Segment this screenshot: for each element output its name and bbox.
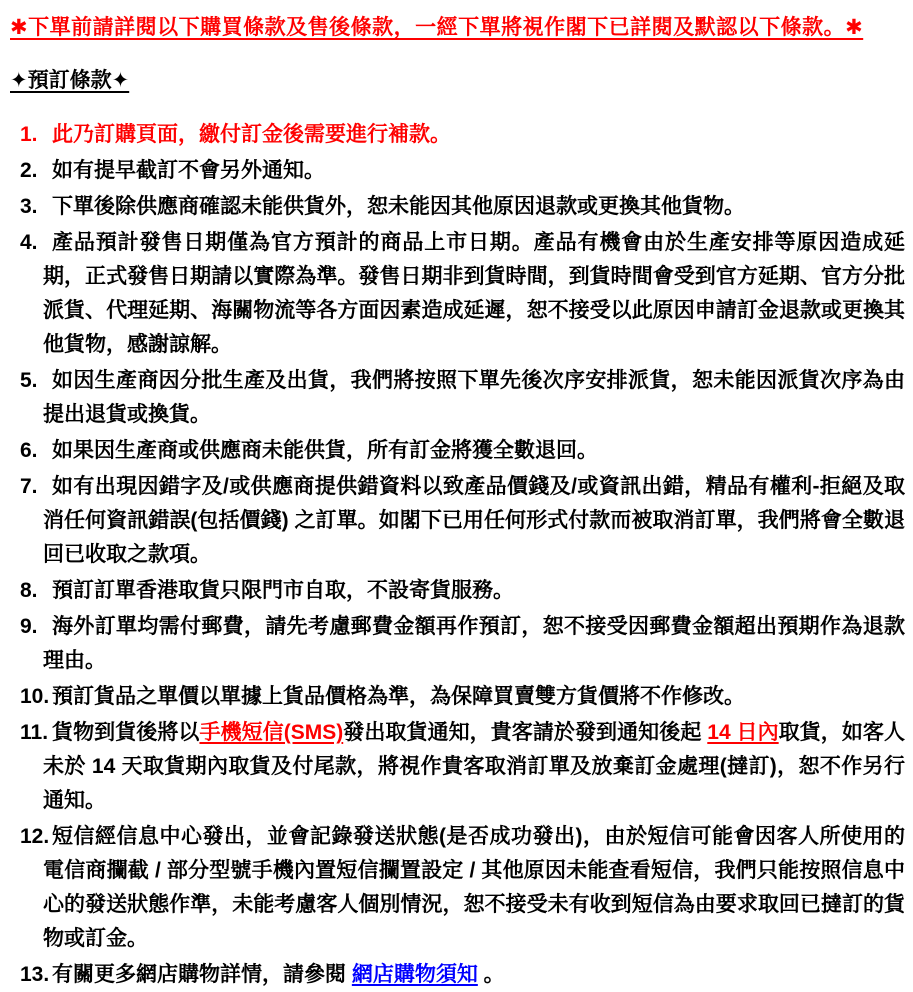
term-number: 8. <box>20 579 38 602</box>
term-text: 預訂貨品之單價以單據上貨品價格為準，為保障買賣雙方貨價將不作修改。 <box>52 685 745 708</box>
term-text-segment: 發出取貨通知，貴客請於發到通知後起 <box>343 721 708 744</box>
term-item-1 <box>10 118 905 152</box>
term-number: 10. <box>20 685 50 708</box>
preorder-terms-heading-row <box>10 68 905 118</box>
term-text-segment: 有關更多網店購物詳情，請參閱 <box>52 963 352 986</box>
term-item-7 <box>10 470 905 572</box>
term-number: 4. <box>20 231 38 254</box>
term-text: 產品預計發售日期僅為官方預計的商品上市日期。產品有機會由於生產安排等原因造成延期，正式發售日期請以實際為準。發售日期非到貨時間，到貨時間會受到官方延期、官方分批派貨、代理延期、海關物流等各方面因素造成延遲，恕不接受以此原因申請訂金退款或更換其他貨物，感謝諒解。 <box>43 231 905 356</box>
term-item-5 <box>10 364 905 432</box>
term-text-segment: 貨物到貨後將以 <box>52 721 200 744</box>
term-text: 短信經信息中心發出，並會記錄發送狀態(是否成功發出)，由於短信可能會因客人所使用的電信商攔截 / 部分型號手機內置短信攔置設定 / 其他原因未能查看短信，我們只能按照信息中心的發送狀態作準，未能考慮客人個別情況，恕不接受未有收到短信為由要求取回已撻訂的貨物或訂金。 <box>43 825 905 950</box>
term-number: 5. <box>20 369 38 392</box>
term-number: 13. <box>20 963 50 986</box>
term-number: 6. <box>20 439 38 462</box>
term-text-segment: 。 <box>477 963 505 986</box>
term-item-8 <box>10 574 905 608</box>
terms-list <box>10 118 905 992</box>
term-number: 12. <box>20 825 50 848</box>
term-text: 如有提早截訂不會另外通知。 <box>52 159 325 182</box>
term-item-6 <box>10 434 905 468</box>
preorder-terms-heading: ✦預訂條款✦ <box>10 69 130 92</box>
term-text-segment: 取貨，如客人未於 14 天取貨期內取貨及付尾款，將視作貴客取消訂單及放棄訂金處理(撻訂)，恕不作另行通知。 <box>43 721 905 812</box>
term-number: 2. <box>20 159 38 182</box>
sms-highlight: 手機短信(SMS) <box>199 721 344 744</box>
term-item-9 <box>10 610 905 678</box>
term-item-13 <box>10 958 905 992</box>
term-text: 預訂訂單香港取貨只限門市自取，不設寄貨服務。 <box>52 579 514 602</box>
term-number: 9. <box>20 615 38 638</box>
term-number: 3. <box>20 195 38 218</box>
purchase-notice-banner: ✱下單前請詳閱以下購買條款及售後條款，一經下單將視作閣下已詳閱及默認以下條款。✱ <box>10 16 864 39</box>
pickup-deadline-highlight: 14 日內 <box>707 721 779 744</box>
store-shopping-guide-link[interactable]: 網店購物須知 <box>351 963 478 986</box>
term-text: 此乃訂購頁面，繳付訂金後需要進行補款。 <box>52 123 451 146</box>
term-item-2 <box>10 154 905 188</box>
term-number: 11. <box>20 721 49 744</box>
term-item-12 <box>10 820 905 956</box>
term-item-3 <box>10 190 905 224</box>
term-item-4 <box>10 226 905 362</box>
term-text: 如果因生產商或供應商未能供貨，所有訂金將獲全數退回。 <box>52 439 598 462</box>
term-text: 如因生產商因分批生產及出貨，我們將按照下單先後次序安排派貨，恕未能因派貨次序為由提出退貨或換貨。 <box>43 369 905 426</box>
term-item-10 <box>10 680 905 714</box>
term-number: 1. <box>20 123 38 146</box>
term-text: 海外訂單均需付郵費，請先考慮郵費金額再作預訂，恕不接受因郵費金額超出預期作為退款理由。 <box>43 615 905 672</box>
term-item-11 <box>10 716 905 818</box>
term-text: 下單後除供應商確認未能供貨外，恕未能因其他原因退款或更換其他貨物。 <box>52 195 745 218</box>
term-text: 如有出現因錯字及/或供應商提供錯資料以致產品價錢及/或資訊出錯，精品有權利-拒絕及取消任何資訊錯誤(包括價錢) 之訂單。如閣下已用任何形式付款而被取消訂單，我們將會全數退回已收取之款項。 <box>43 475 905 566</box>
term-number: 7. <box>20 475 38 498</box>
